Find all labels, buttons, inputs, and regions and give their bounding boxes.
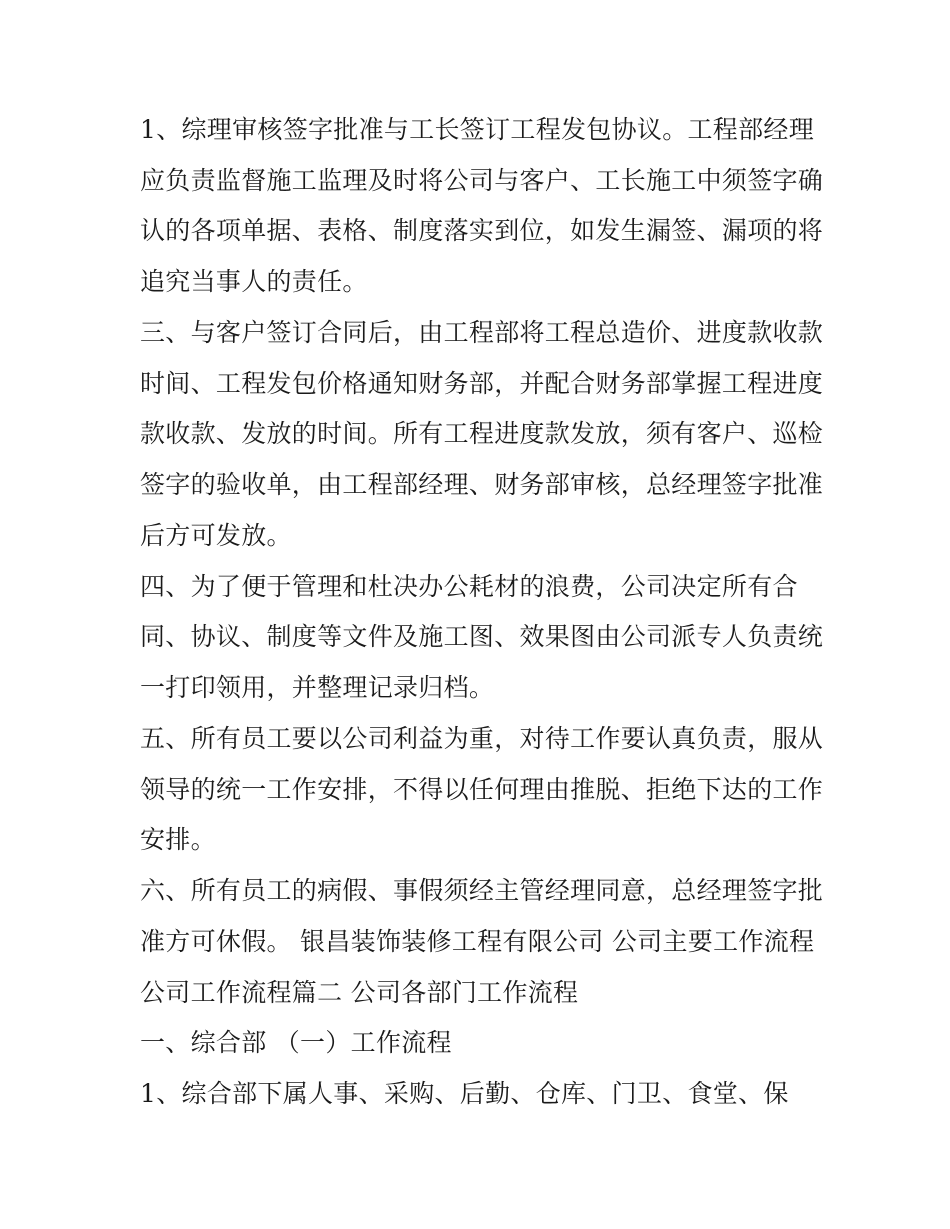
- text-line: 领导的统一工作安排，不得以任何理由推脱、拒绝下达的工作: [140, 775, 824, 804]
- text-line: 三、与客户签订合同后，由工程部将工程总造价、进度款收款: [140, 318, 824, 347]
- text-line: 时间、工程发包价格通知财务部，并配合财务部掌握工程进度: [140, 369, 824, 398]
- text-line: 后方可发放。: [140, 521, 292, 550]
- text-line: 1、综合部下属人事、采购、后勤、仓库、门卫、食堂、保: [140, 1079, 789, 1108]
- text-line: 准方可休假。 银昌装饰装修工程有限公司 公司主要工作流程: [140, 927, 815, 956]
- text-line: 应负责监督施工监理及时将公司与客户、工长施工中须签字确: [140, 166, 824, 195]
- text-line: 安排。: [140, 825, 216, 854]
- text-line: 五、所有员工要以公司利益为重，对待工作要认真负责，服从: [140, 724, 824, 753]
- text-line: 同、协议、制度等文件及施工图、效果图由公司派专人负责统: [140, 622, 824, 651]
- text-line: 一打印领用，并整理记录归档。: [140, 673, 495, 702]
- text-line: 公司工作流程篇二 公司各部门工作流程: [140, 978, 579, 1007]
- text-line: 一、综合部 （一）工作流程: [140, 1028, 452, 1057]
- text-line: 四、为了便于管理和杜决办公耗材的浪费，公司决定所有合: [140, 572, 798, 601]
- text-line: 签字的验收单，由工程部经理、财务部审核，总经理签字批准: [140, 470, 824, 499]
- text-line: 1、综理审核签字批准与工长签订工程发包协议。工程部经理: [140, 115, 815, 144]
- text-line: 款收款、发放的时间。所有工程进度款发放，须有客户、巡检: [140, 419, 824, 448]
- text-line: 认的各项单据、表格、制度落实到位，如发生漏签、漏项的将: [140, 216, 824, 245]
- text-line: 追究当事人的责任。: [140, 267, 368, 296]
- text-line: 六、所有员工的病假、事假须经主管经理同意，总经理签字批: [140, 876, 824, 905]
